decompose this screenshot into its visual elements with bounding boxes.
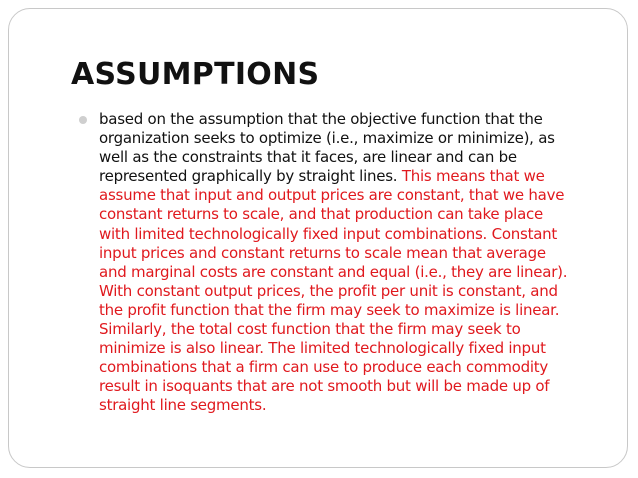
highlighted-text: with limited technologically fixed input combinations. Constant	[99, 224, 558, 243]
highlighted-text: and marginal costs are constant and equal (i.e., they are linear).	[99, 262, 568, 281]
highlighted-text: straight line segments.	[99, 396, 267, 415]
highlighted-text: This means that we	[401, 167, 545, 186]
paragraph-line	[99, 205, 543, 223]
paragraph-line	[99, 301, 559, 319]
paragraph-line	[99, 186, 564, 204]
body-text-run: well as the constraints that it faces, are linear and can be	[99, 148, 517, 167]
paragraph-line	[99, 148, 517, 166]
body-text-run: represented graphically by straight lines.	[99, 167, 402, 186]
highlighted-text: Similarly, the total cost function that the firm may seek to	[99, 320, 521, 339]
highlighted-text: constant returns to scale, and that production can take place	[99, 205, 544, 224]
paragraph-line	[99, 167, 545, 185]
paragraph-line	[99, 129, 555, 147]
slide-frame	[8, 8, 628, 468]
paragraph-line	[99, 358, 548, 376]
highlighted-text: input prices and constant returns to scale mean that average	[99, 243, 546, 262]
bullet-dot-icon	[79, 116, 87, 124]
paragraph-line	[99, 396, 266, 414]
highlighted-text: minimize is also linear. The limited technologically fixed input	[99, 339, 546, 358]
paragraph-line	[99, 263, 567, 281]
highlighted-text: result in isoquants that are not smooth but will be made up of	[99, 377, 550, 396]
paragraph-line	[99, 244, 546, 262]
bullet-paragraph	[99, 110, 617, 416]
highlighted-text: assume that input and output prices are constant, that we have	[99, 186, 565, 205]
paragraph-line	[99, 339, 546, 357]
highlighted-text: combinations that a firm can use to produce each commodity	[99, 358, 549, 377]
body-text-run: based on the assumption that the objective function that the	[99, 110, 543, 128]
highlighted-text: With constant output prices, the profit per unit is constant, and	[99, 281, 558, 300]
slide-title: ASSUMPTIONS	[71, 57, 320, 92]
paragraph-line	[99, 110, 543, 128]
paragraph-line	[99, 377, 549, 395]
paragraph-line	[99, 320, 521, 338]
highlighted-text: the profit function that the firm may seek to maximize is linear.	[99, 300, 560, 319]
paragraph-line	[99, 282, 558, 300]
paragraph-line	[99, 225, 557, 243]
body-text-run: organization seeks to optimize (i.e., maximize or minimize), as	[99, 129, 555, 148]
